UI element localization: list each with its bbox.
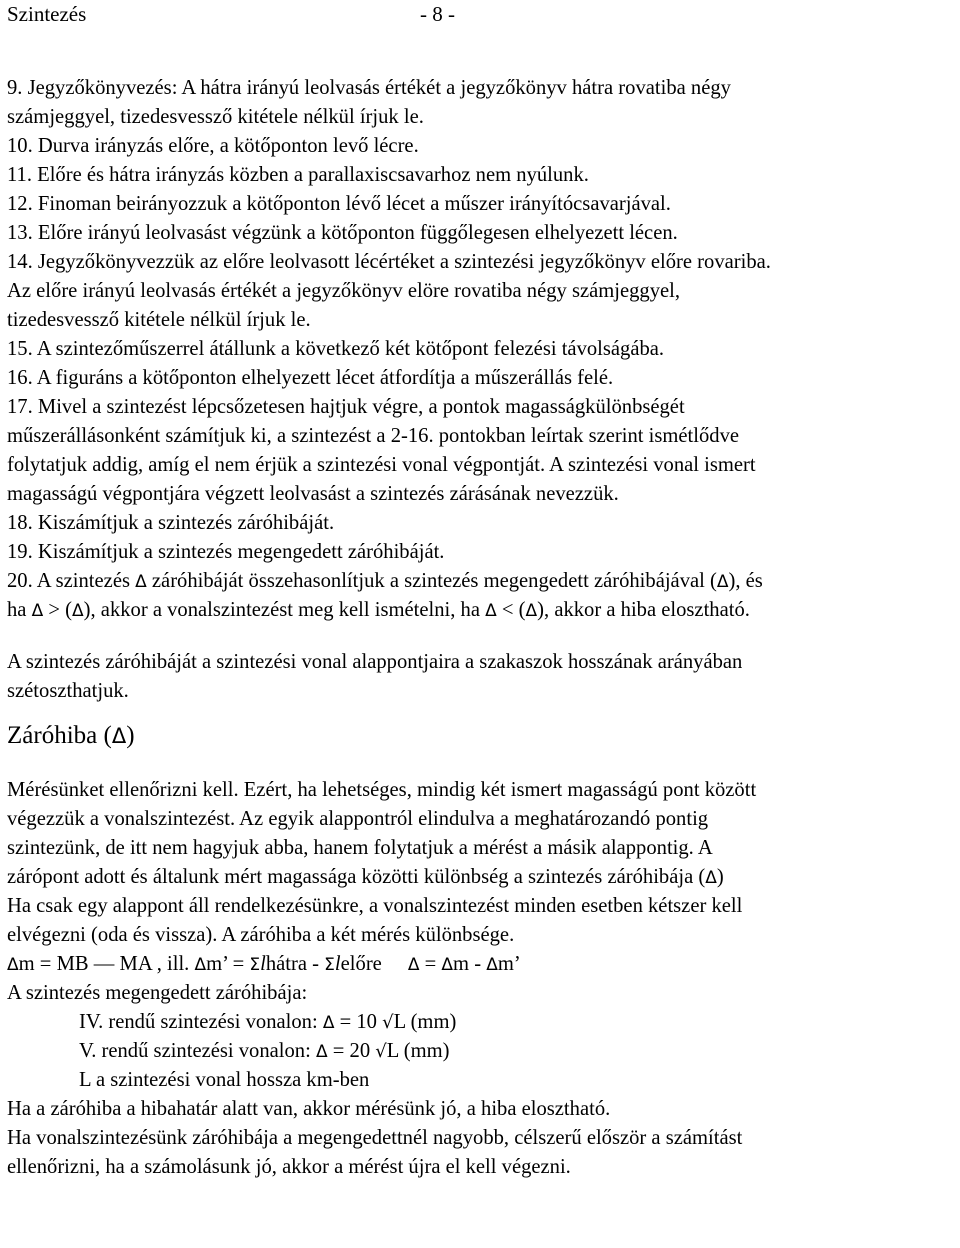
text-segment: ) bbox=[716, 866, 724, 888]
sqrt-symbol: √ bbox=[375, 1041, 387, 1062]
delta-symbol: Δ bbox=[322, 1013, 335, 1033]
text-line: 10. Durva irányzás előre, a kötőponton levő lécre. bbox=[7, 135, 419, 157]
procedure-steps bbox=[7, 74, 953, 625]
text-line: ellenőrizni, ha a számolásunk jó, akkor a mérést újra el kell végezni. bbox=[7, 1156, 571, 1178]
formula-segment: m’ bbox=[497, 953, 521, 975]
text-line: 11. Előre és hátra irányzás közben a parallaxiscsavarhoz nem nyúlunk. bbox=[7, 164, 589, 186]
text-segment: záróhibáját összehasonlítjuk a szintezés megengedett záróhibájával ( bbox=[146, 570, 717, 592]
text-segment: < ( bbox=[496, 599, 526, 621]
heading-text: ) bbox=[126, 722, 135, 749]
document-body bbox=[7, 74, 953, 1182]
page-header bbox=[7, 0, 947, 28]
text-line: A szintezés megengedett záróhibája: bbox=[7, 982, 308, 1004]
text-line: 18. Kiszámítjuk a szintezés záróhibáját. bbox=[7, 512, 335, 534]
text-line: A szintezés záróhibáját a szintezési vonal alappontjaira a szakaszok hosszának arányában bbox=[7, 651, 743, 673]
page-number: - 8 - bbox=[420, 2, 455, 26]
text-line: Ha csak egy alappont áll rendelkezésünkre, a vonalszintezést minden esetben kétszer kell bbox=[7, 895, 743, 917]
delta-symbol: Δ bbox=[315, 1042, 328, 1062]
formula-segment: = bbox=[419, 953, 442, 975]
delta-symbol: Δ bbox=[441, 955, 454, 975]
formula-line bbox=[7, 950, 953, 979]
formula-line bbox=[7, 1008, 953, 1037]
text-line: 12. Finoman beirányozzuk a kötőponton lévő lécet a műszer irányítócsavarjával. bbox=[7, 193, 671, 215]
delta-symbol: Δ bbox=[705, 868, 717, 888]
formula-segment: = 10 bbox=[334, 1011, 383, 1033]
delta-symbol: Δ bbox=[7, 955, 19, 975]
text-line: Ha a záróhiba a hibahatár alatt van, akkor mérésünk jó, a hiba elosztható. bbox=[7, 1098, 611, 1120]
text-line: Mérésünket ellenőrizni kell. Ezért, ha lehetséges, mindig két ismert magasságú pont között bbox=[7, 779, 757, 801]
delta-symbol: Δ bbox=[111, 724, 127, 748]
text-line: 19. Kiszámítjuk a szintezés megengedett záróhibáját. bbox=[7, 541, 445, 563]
formula-segment: V. rendű szintezési vonalon: bbox=[79, 1040, 316, 1062]
delta-symbol: Δ bbox=[407, 955, 420, 975]
text-line: szétoszthatjuk. bbox=[7, 680, 129, 702]
text-line: szintezünk, de itt nem hagyjuk abba, hanem folytatjuk a mérést a másik alappontig. A bbox=[7, 837, 713, 859]
text-line: 9. Jegyzőkönyvezés: A hátra irányú leolvasás értékét a jegyzőkönyv hátra rovatiba négy bbox=[7, 77, 731, 99]
text-line: 16. A figuráns a kötőponton elhelyezett lécet átfordítja a műszerállás felé. bbox=[7, 367, 614, 389]
formula-segment: m’ = bbox=[206, 953, 250, 975]
text-line: végezzük a vonalszintezést. Az egyik alappontról elindulva a meghatározandó pontig bbox=[7, 808, 709, 830]
text-line: tizedesvessző kitétele nélkül írjuk le. bbox=[7, 309, 311, 331]
delta-symbol: Δ bbox=[72, 601, 84, 621]
delta-symbol: Δ bbox=[525, 601, 538, 621]
header-title: Szintezés bbox=[7, 2, 87, 26]
text-line: elvégezni (oda és vissza). A záróhiba a két mérés különbsége. bbox=[7, 924, 515, 946]
text-line: Az előre irányú leolvasás értékét a jegyzőkönyv elöre rovatiba négy számjeggyel, bbox=[7, 280, 681, 302]
heading-text: Záróhiba ( bbox=[7, 722, 112, 749]
formula-segment: m - bbox=[453, 953, 487, 975]
formula-segment: m = MB — MA , ill. bbox=[18, 953, 195, 975]
text-line bbox=[7, 863, 953, 892]
text-segment: > ( bbox=[43, 599, 73, 621]
text-line: folytatjuk addig, amíg el nem érjük a szintezési vonal végpontját. A szintezési vonal ismert bbox=[7, 454, 756, 476]
text-line: 14. Jegyzőkönyvezzük az előre leolvasott lécértéket a szintezési jegyzőkönyv előre rovariba. bbox=[7, 251, 771, 273]
sqrt-symbol: √ bbox=[382, 1012, 394, 1033]
delta-symbol: Δ bbox=[486, 955, 498, 975]
formula-segment: L (mm) bbox=[393, 1011, 457, 1033]
text-line bbox=[7, 567, 953, 596]
delta-symbol: Δ bbox=[31, 601, 44, 621]
distribution-paragraph bbox=[7, 648, 953, 706]
text-line bbox=[7, 596, 953, 625]
text-segment: ), akkor a hiba elosztható. bbox=[537, 599, 750, 621]
formula-line bbox=[7, 1037, 953, 1066]
delta-symbol: Δ bbox=[135, 572, 147, 592]
delta-symbol: Δ bbox=[485, 601, 497, 621]
text-line: 17. Mivel a szintezést lépcsőzetesen hajtjuk végre, a pontok magasságkülönbségét bbox=[7, 396, 685, 418]
delta-symbol: Δ bbox=[716, 572, 729, 592]
delta-symbol: Δ bbox=[194, 955, 207, 975]
text-line: 13. Előre irányú leolvasást végzünk a kötőponton függőlegesen elhelyezett lécen. bbox=[7, 222, 678, 244]
text-line: számjeggyel, tizedesvessző kitétele nélkül írjuk le. bbox=[7, 106, 424, 128]
section-body bbox=[7, 776, 953, 1182]
text-segment: ha bbox=[7, 599, 32, 621]
text-line: Ha vonalszintezésünk záróhibája a megengedettnél nagyobb, célszerű először a számítást bbox=[7, 1127, 743, 1149]
text-line: műszerállásonként számítjuk ki, a szintezést a 2-16. pontokban leírtak szerint ismétlődve bbox=[7, 425, 740, 447]
formula-segment: előre bbox=[340, 953, 382, 975]
section-heading bbox=[7, 716, 953, 756]
formula-segment: l bbox=[260, 953, 266, 975]
formula-segment: = 20 bbox=[327, 1040, 376, 1062]
spacer bbox=[7, 625, 953, 648]
text-segment: 20. A szintezés bbox=[7, 570, 136, 592]
text-segment: ), és bbox=[728, 570, 763, 592]
sigma-symbol: Σ bbox=[324, 955, 335, 975]
formula-segment: l bbox=[334, 953, 341, 975]
text-segment: ), akkor a vonalszintezést meg kell ismételni, ha bbox=[83, 599, 486, 621]
text-line: L a szintezési vonal hossza km-ben bbox=[79, 1069, 370, 1091]
formula-segment: L (mm) bbox=[386, 1040, 450, 1062]
text-segment: zárópont adott és általunk mért magassága közötti különbség a szintezés záróhibája ( bbox=[7, 866, 706, 888]
sigma-symbol: Σ bbox=[249, 955, 261, 975]
formula-segment: IV. rendű szintezési vonalon: bbox=[79, 1011, 323, 1033]
text-line: 15. A szintezőműszerrel átállunk a következő két kötőpont felezési távolságába. bbox=[7, 338, 665, 360]
text-line: magasságú végpontjára végzett leolvasást a szintezés zárásának nevezzük. bbox=[7, 483, 619, 505]
formula-segment: hátra - bbox=[265, 953, 325, 975]
